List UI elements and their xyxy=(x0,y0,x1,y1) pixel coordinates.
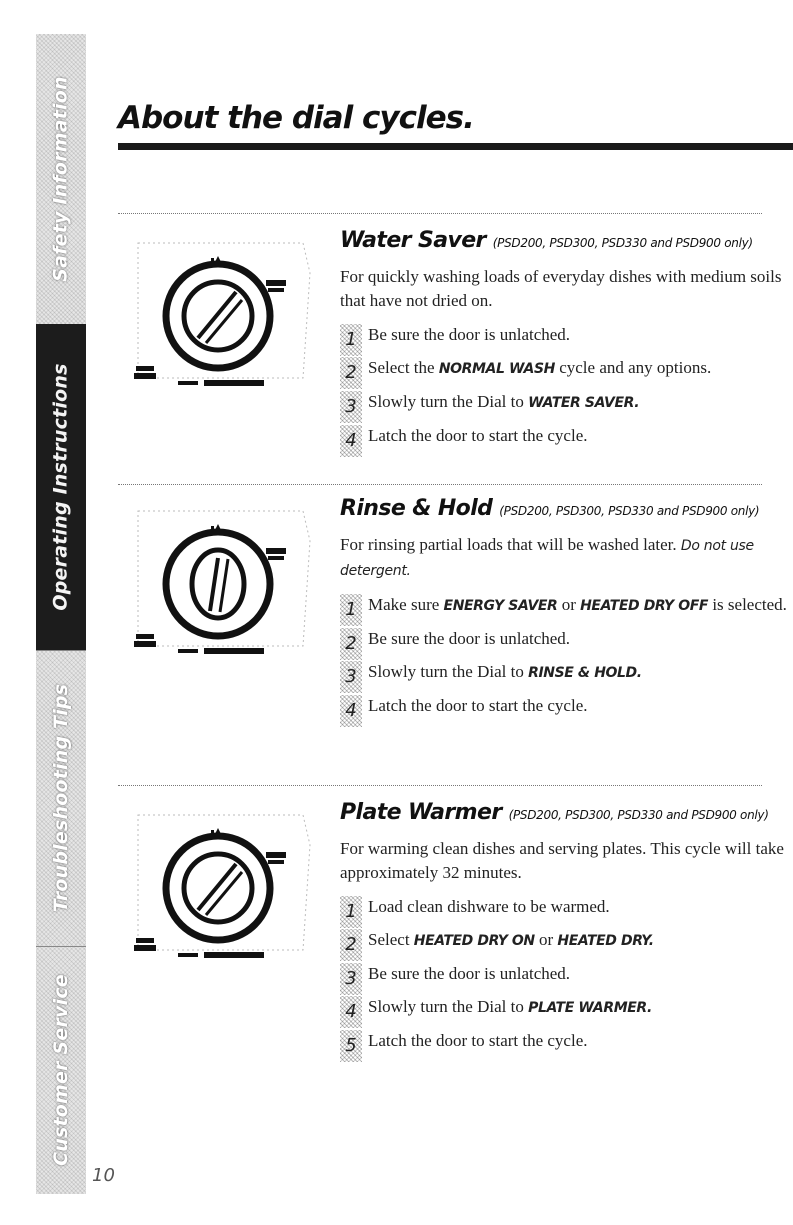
step-item xyxy=(340,323,790,350)
step-text: Be sure the door is unlatched. xyxy=(368,325,571,344)
step-item xyxy=(340,1029,790,1056)
step-text: Make sure xyxy=(368,595,444,614)
step-number: 2 xyxy=(340,628,362,660)
cycle-name: Plate Warmer xyxy=(340,800,502,825)
step-item xyxy=(340,694,790,721)
steps-list xyxy=(340,323,790,451)
tab-troubleshooting-tips[interactable] xyxy=(36,650,86,947)
dial-icon xyxy=(118,228,318,398)
tab-label: Operating Instructions xyxy=(50,363,73,611)
setting-name: RINSE & HOLD. xyxy=(528,665,642,681)
cycle-name: Rinse & Hold xyxy=(340,496,493,521)
step-number: 2 xyxy=(340,357,362,389)
step-item xyxy=(340,895,790,922)
step-number: 5 xyxy=(340,1030,362,1062)
step-item xyxy=(340,995,790,1020)
section-divider xyxy=(118,484,762,485)
step-text: Slowly turn the Dial to xyxy=(368,392,529,411)
setting-name: PLATE WARMER. xyxy=(528,1000,652,1016)
setting-name: HEATED DRY OFF xyxy=(580,598,709,614)
steps-list xyxy=(340,895,790,1056)
step-text: Latch the door to start the cycle. xyxy=(368,426,588,445)
steps-list xyxy=(340,593,790,721)
page-number: 10 xyxy=(92,1165,115,1186)
section-tab-strip xyxy=(36,34,86,1194)
step-number: 4 xyxy=(340,695,362,727)
dial-illustration xyxy=(118,496,318,666)
step-item xyxy=(340,390,790,415)
setting-name: HEATED DRY ON xyxy=(413,933,535,949)
tab-safety-information[interactable] xyxy=(36,34,86,325)
step-text: Load clean dishware to be warmed. xyxy=(368,897,610,916)
step-text: Latch the door to start the cycle. xyxy=(368,696,588,715)
step-number: 3 xyxy=(340,963,362,995)
step-number: 4 xyxy=(340,996,362,1028)
step-item xyxy=(340,962,790,989)
step-number: 1 xyxy=(340,594,362,626)
section-divider xyxy=(118,785,762,786)
step-text: Be sure the door is unlatched. xyxy=(368,964,571,983)
step-item xyxy=(340,593,790,618)
step-text: Slowly turn the Dial to xyxy=(368,662,529,681)
step-text: Latch the door to start the cycle. xyxy=(368,1031,588,1050)
warning-text: Do not use detergent. xyxy=(340,538,754,579)
tab-customer-service[interactable] xyxy=(36,946,86,1194)
title-rule xyxy=(118,143,793,150)
step-text: Be sure the door is unlatched. xyxy=(368,629,571,648)
step-text: or xyxy=(557,595,581,614)
section-divider xyxy=(118,213,762,214)
page-title: About the dial cycles. xyxy=(118,100,474,136)
dial-illustration xyxy=(118,228,318,398)
dial-illustration xyxy=(118,800,318,970)
step-item xyxy=(340,660,790,685)
step-item xyxy=(340,356,790,381)
dial-icon xyxy=(118,800,318,970)
tab-label: Troubleshooting Tips xyxy=(50,683,73,913)
step-text: Slowly turn the Dial to xyxy=(368,997,529,1016)
cycle-name: Water Saver xyxy=(340,228,486,253)
step-number: 1 xyxy=(340,324,362,356)
dial-icon xyxy=(118,496,318,666)
step-number: 2 xyxy=(340,929,362,961)
step-number: 3 xyxy=(340,391,362,423)
setting-name: WATER SAVER. xyxy=(528,395,640,411)
description-text: For rinsing partial loads that will be washed later. xyxy=(340,535,677,554)
step-text: Select the xyxy=(368,358,439,377)
tab-operating-instructions[interactable] xyxy=(36,324,86,651)
tab-label: Safety Information xyxy=(50,76,73,282)
step-item xyxy=(340,424,790,451)
step-text: or xyxy=(534,930,558,949)
step-item xyxy=(340,928,790,953)
step-text: is selected. xyxy=(708,595,787,614)
cycle-description: For warming clean dishes and serving plates. This cycle will take approximately 32 minutes. xyxy=(340,839,784,882)
cycle-description: For quickly washing loads of everyday dishes with medium soils that have not dried on. xyxy=(340,267,782,310)
cycle-models: (PSD200, PSD300, PSD330 and PSD900 only) xyxy=(492,236,753,250)
step-text: Select xyxy=(368,930,414,949)
step-item xyxy=(340,627,790,654)
setting-name: ENERGY SAVER xyxy=(443,598,558,614)
setting-name: NORMAL WASH xyxy=(438,361,555,377)
tab-label: Customer Service xyxy=(50,974,72,1166)
step-number: 3 xyxy=(340,661,362,693)
step-number: 1 xyxy=(340,896,362,928)
setting-name: HEATED DRY. xyxy=(557,933,654,949)
step-text: cycle and any options. xyxy=(554,358,712,377)
cycle-models: (PSD200, PSD300, PSD330 and PSD900 only) xyxy=(499,504,760,518)
step-number: 4 xyxy=(340,425,362,457)
cycle-models: (PSD200, PSD300, PSD330 and PSD900 only) xyxy=(508,808,769,822)
cycle-description xyxy=(340,533,790,583)
